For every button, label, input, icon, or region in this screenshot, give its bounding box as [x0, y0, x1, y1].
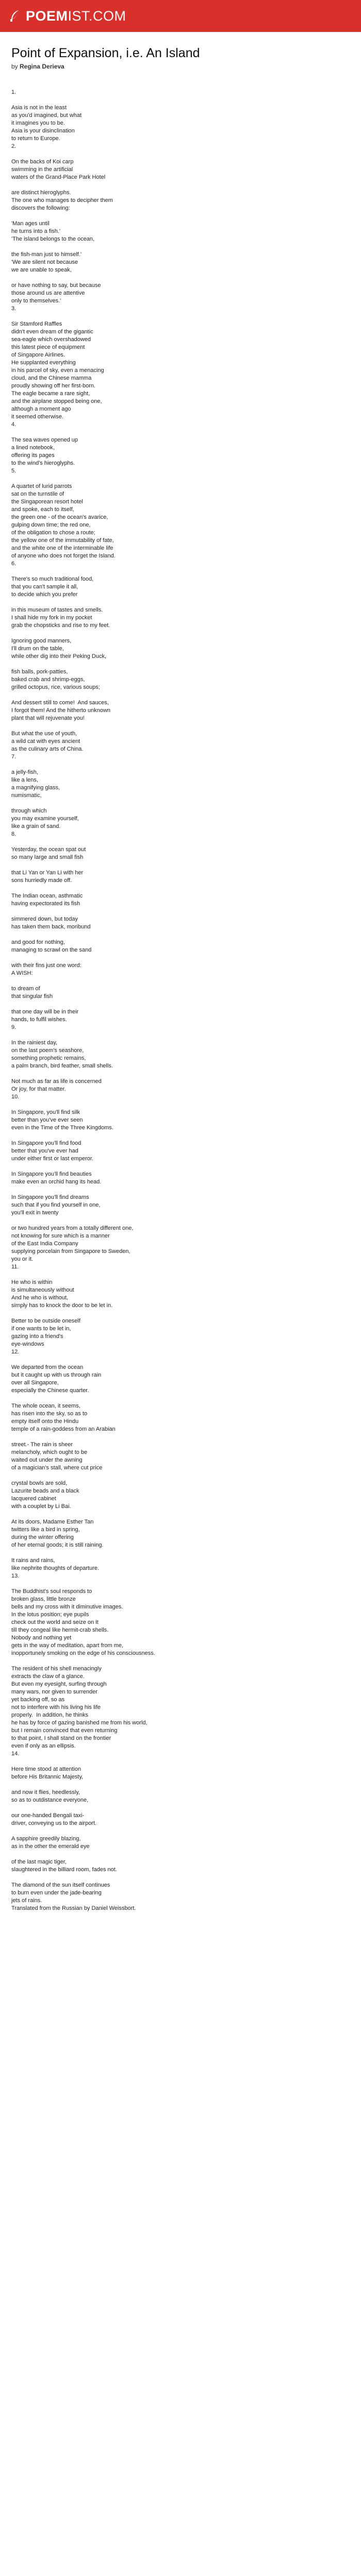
poem-line: In the rainiest day,	[11, 1040, 58, 1046]
poem-line: discovers the following:	[11, 205, 70, 211]
poem-line: crystal bowls are sold,	[11, 1480, 68, 1486]
poem-stanza	[11, 730, 350, 761]
poem-line: to that point, I shall stand on the frontier	[11, 1735, 111, 1741]
poem-stanza	[11, 1518, 350, 1549]
poem-stanza	[11, 869, 350, 885]
poem-line: under either first or last emperor.	[11, 1156, 93, 1162]
poem-line: simmered down, but today	[11, 916, 78, 922]
author-link[interactable]: Regina Derieva	[20, 63, 64, 70]
poem-stanza	[11, 1109, 350, 1132]
poem-line: 14.	[11, 1751, 20, 1757]
poem-stanza	[11, 1225, 350, 1271]
poem-line: before His Britannic Majesty,	[11, 1774, 84, 1780]
poem-line: On the backs of Koi carp	[11, 159, 74, 165]
poem-stanza	[11, 1789, 350, 1804]
poem-line: And he who is without,	[11, 1295, 69, 1301]
poem-line: In Singapore you'll find dreams	[11, 1194, 89, 1200]
poem-line: of her eternal goods; it is still raining.	[11, 1542, 104, 1548]
poem-line: as the culinary arts of China.	[11, 746, 84, 752]
poem-line: 4.	[11, 421, 17, 428]
poem-line: a magnifying glass,	[11, 785, 60, 791]
poem-stanza	[11, 1171, 350, 1186]
poem-line: this latest piece of equipment	[11, 344, 85, 350]
poem-line: till they congeal like hermit-crab shells.	[11, 1627, 109, 1633]
poem-line: The eagle became a rare sight,	[11, 391, 90, 397]
poem-stanza	[11, 251, 350, 274]
poem-line: and the airplane stopped being one,	[11, 398, 102, 404]
poem-line: check out the world and seize on it	[11, 1619, 99, 1625]
quill-icon	[8, 9, 22, 23]
poem-line: The one who manages to decipher them	[11, 197, 113, 204]
poem-line: to return to Europe.	[11, 135, 60, 142]
poem-line: only to themselves.'	[11, 298, 61, 304]
poem-line: a wild cat with eyes ancient	[11, 738, 80, 744]
poem-line: The sea waves opened up	[11, 437, 78, 443]
poem-line: The Indian ocean, asthmatic	[11, 893, 83, 899]
poem-line: In Singapore you'll find food	[11, 1140, 81, 1146]
poem-line: He supplanted everything	[11, 360, 76, 366]
poem-line: And dessert still to come! And sauces,	[11, 700, 109, 706]
poem-line: 3.	[11, 306, 17, 312]
poem-line: a lined notebook,	[11, 445, 55, 451]
poem-line: eye-windows	[11, 1341, 44, 1347]
poem-line: make even an orchid hang its head.	[11, 1179, 102, 1185]
poem-line: to burn even under the jade-bearing	[11, 1890, 102, 1896]
poem-line: even if only as an ellipsis.	[11, 1743, 76, 1749]
poem-stanza	[11, 1279, 350, 1310]
poem-line: Lazurite beads and a black	[11, 1488, 79, 1494]
poem-line: like nephrite thoughts of departure.	[11, 1565, 100, 1571]
poem-line: Ignoring good manners,	[11, 638, 72, 644]
poem-line: 8.	[11, 831, 17, 837]
poem-stanza	[11, 985, 350, 1001]
poem-stanza	[11, 1317, 350, 1356]
poem-stanza	[11, 158, 350, 181]
poem-line: Asia is not in the least	[11, 105, 67, 111]
poem-stanza	[11, 320, 350, 429]
poem-line: and now it flies, heedlessly,	[11, 1789, 80, 1795]
poem-line: the fish-man just to himself.'	[11, 251, 81, 258]
poem-line: hands, to fulfil wishes.	[11, 1016, 67, 1023]
poem-line: temple of a rain-goddess from an Arabian	[11, 1426, 116, 1432]
poem-stanza	[11, 1766, 350, 1781]
poem-line: 6.	[11, 561, 17, 567]
poem-stanza	[11, 939, 350, 954]
poem-stanza	[11, 892, 350, 908]
poem-line: are distinct hieroglyphs.	[11, 190, 71, 196]
poem-line: plant that will rejuvenate you!	[11, 715, 85, 721]
poem-line: swimming in the artificial	[11, 166, 73, 173]
poem-line: A quartet of lurid parrots	[11, 483, 72, 489]
poem-stanza	[11, 606, 350, 630]
poem-line: and spoke, each to itself,	[11, 506, 74, 513]
poem-line: sons hurriedly made off.	[11, 877, 72, 884]
poem-line: managing to scrawl on the sand	[11, 947, 92, 953]
poem-line: 11.	[11, 1264, 19, 1270]
poem-line: But even my eyesight, surfing through	[11, 1681, 107, 1687]
poem-line: A sapphire greedily blazing,	[11, 1836, 81, 1842]
poem-line: driver, conveying us to the airport.	[11, 1820, 97, 1826]
poem-stanza	[11, 189, 350, 212]
poem-line: Nobody and nothing yet	[11, 1635, 72, 1641]
poem-line: of anyone who does not forget the Island.	[11, 553, 116, 559]
poem-stanza	[11, 769, 350, 800]
poem-stanza	[11, 1441, 350, 1472]
poem-line: with their fins just one word:	[11, 962, 81, 969]
poem-line: of the East India Company	[11, 1241, 78, 1247]
poem-stanza	[11, 1588, 350, 1657]
poem-line: but I remain convinced that even returning	[11, 1727, 118, 1734]
poem-line: although a moment ago	[11, 406, 71, 412]
poem-line: 9.	[11, 1024, 17, 1030]
poem-line: to the wind's hieroglyphs.	[11, 460, 75, 466]
poem-stanza	[11, 668, 350, 691]
poem-line: grab the chopsticks and rise to my feet.	[11, 622, 110, 629]
poem-line: gulping down time; the red one,	[11, 522, 91, 528]
poem-line: while other dig into their Peking Duck,	[11, 653, 107, 659]
poem-line: on the last poem's seashore,	[11, 1047, 84, 1054]
poem-line: our one-handed Bengali taxi-	[11, 1812, 85, 1819]
poem-line: but it caught up with us through rain	[11, 1372, 102, 1378]
poem-line: has risen into the sky, so as to	[11, 1411, 88, 1417]
poem-line: as in the other the emerald eye	[11, 1843, 90, 1850]
poem-stanza	[11, 575, 350, 599]
poem-stanza	[11, 1008, 350, 1031]
poem-line: street.- The rain is sheer	[11, 1442, 73, 1448]
poem-line: bells and my cross with it diminutive images.	[11, 1604, 123, 1610]
poem-line: 1.	[11, 89, 17, 95]
site-name: POEMIST.COM	[26, 8, 126, 24]
poem-stanza	[11, 1835, 350, 1851]
poem-line: that singular fish	[11, 993, 53, 999]
poem-line: 5.	[11, 468, 17, 474]
poem-line: In Singapore you'll find beauties	[11, 1171, 92, 1177]
poem-line: The whole ocean, it seems,	[11, 1403, 80, 1409]
poem-body	[11, 89, 350, 1912]
poem-stanza	[11, 1078, 350, 1101]
poem-stanza	[11, 1140, 350, 1163]
poem-line: so as to outdistance everyone,	[11, 1797, 89, 1803]
poem-line: A WISH:	[11, 970, 33, 976]
poem-line: those around us are attentive	[11, 290, 85, 296]
poem-line: waters of the Grand-Place Park Hotel	[11, 174, 106, 180]
poem-line: I shall hide my fork in my pocket	[11, 615, 92, 621]
poem-line: to dream of	[11, 986, 40, 992]
poem-line: It rains and rains,	[11, 1557, 55, 1564]
poem-line: The Buddhist's soul responds to	[11, 1588, 92, 1595]
poem-line: melancholy, which ought to be	[11, 1449, 88, 1455]
poem-stanza	[11, 846, 350, 861]
poem-line: He who is within	[11, 1279, 53, 1285]
poem-line: if one wants to be let in,	[11, 1326, 71, 1332]
poem-line: cloud, and the Chinese mamma	[11, 375, 92, 381]
poem-line: simply has to knock the door to be let in.	[11, 1302, 113, 1309]
poem-line: a palm branch, bird feather, small shells.	[11, 1063, 113, 1069]
poem-line: he turns into a fish.'	[11, 228, 61, 234]
poem-line: it imagines you to be.	[11, 120, 65, 126]
poem-stanza	[11, 220, 350, 243]
poem-line: broken glass, little bronze	[11, 1596, 76, 1602]
poem-line: The diamond of the sun itself continues	[11, 1882, 110, 1888]
poem-line: 12.	[11, 1349, 20, 1355]
poem-line: we are unable to speak,	[11, 267, 72, 273]
poem-line: to decide which you prefer	[11, 591, 78, 598]
poem-line: and the white one of the interminable life	[11, 545, 113, 551]
poem-line: that Li Yan or Yan Li with her	[11, 870, 84, 876]
poem-stanza	[11, 637, 350, 660]
poem-line: better that you've ever had	[11, 1148, 78, 1154]
poem-line: Better to be outside oneself	[11, 1318, 80, 1324]
poem-line: you or it.	[11, 1256, 34, 1262]
poem-line: fish balls, pork-patties,	[11, 669, 68, 675]
poem-line: is simultaneously without	[11, 1287, 74, 1293]
poem-line: sea-eagle which overshadowed	[11, 336, 91, 343]
poem-line: didn't even dream of the gigantic	[11, 329, 93, 335]
poem-line: he has by force of gazing banished me from his world,	[11, 1720, 147, 1726]
poem-line: better than you've ever seen	[11, 1117, 83, 1123]
poem-line: We departed from the ocean	[11, 1364, 84, 1370]
poem-line: properly. In addition, he thinks	[11, 1712, 88, 1718]
poem-line: not to interfere with his living his life	[11, 1704, 101, 1710]
poem-line: grilled octopus, rice, various soups;	[11, 684, 100, 690]
poem-line: having expectorated its fish	[11, 901, 80, 907]
poem-line: that one day will be in their	[11, 1009, 79, 1015]
poem-line: Yesterday, the ocean spat out	[11, 846, 86, 853]
poem-line: Translated from the Russian by Daniel Weissbort.	[11, 1905, 136, 1911]
poem-stanza	[11, 89, 350, 96]
poem-line: numismatic,	[11, 792, 42, 799]
poem-line: of a magician's stall, where cut price	[11, 1465, 103, 1471]
poem-line: in his parcel of sky, even a menacing	[11, 367, 104, 374]
poem-content	[0, 32, 361, 1912]
poem-stanza	[11, 1665, 350, 1758]
poem-stanza	[11, 1882, 350, 1912]
poem-line: yet backing off, so as	[11, 1697, 65, 1703]
poem-stanza	[11, 1480, 350, 1511]
poem-line: 'Man ages until	[11, 221, 50, 227]
poem-stanza	[11, 1858, 350, 1874]
poem-line: like a grain of sand.	[11, 823, 61, 829]
poem-line: something prophetic remains,	[11, 1055, 86, 1061]
poem-line: especially the Chinese quarter.	[11, 1387, 89, 1394]
poem-stanza	[11, 483, 350, 568]
poem-stanza	[11, 916, 350, 931]
poem-line: inopportunely smoking on the edge of his consciousness.	[11, 1650, 155, 1656]
poem-stanza	[11, 962, 350, 977]
poem-line: or two hundred years from a totally different one,	[11, 1225, 134, 1231]
poem-stanza	[11, 282, 350, 313]
poem-line: The resident of his shell menacingly	[11, 1666, 102, 1672]
poem-stanza	[11, 699, 350, 722]
poem-line: of the obligation to chose a route;	[11, 530, 95, 536]
poem-line: so many large and small fish	[11, 854, 84, 860]
poem-line: 13.	[11, 1573, 20, 1579]
poem-line: and good for nothing,	[11, 939, 65, 945]
byline	[11, 63, 350, 70]
poem-line: proudly showing off her first-born.	[11, 383, 96, 389]
poem-line: the green one - of the ocean's avarice,	[11, 514, 108, 520]
poem-line: as you'd imagined, but what	[11, 112, 82, 118]
poem-line: through which	[11, 808, 47, 814]
poem-line: such that if you find yourself in one,	[11, 1202, 101, 1208]
poem-line: But what the use of youth,	[11, 731, 77, 737]
poem-line: 'We are silent not because	[11, 259, 78, 265]
poem-stanza	[11, 1194, 350, 1217]
poem-line: twitters like a bird in spring,	[11, 1527, 80, 1533]
poem-line: offering its pages	[11, 452, 55, 459]
poem-stanza	[11, 436, 350, 475]
poem-line: I forgot them! And the hitherto unknown	[11, 707, 111, 714]
poem-stanza	[11, 1039, 350, 1070]
poem-line: waited out under the awning	[11, 1457, 83, 1463]
poem-line: gazing into a friend's	[11, 1333, 63, 1340]
site-logo[interactable]	[8, 8, 126, 24]
poem-line: the yellow one of the immutability of fate,	[11, 537, 114, 544]
poem-title: Point of Expansion, i.e. An Island	[11, 46, 200, 60]
poem-line: a jelly-fish,	[11, 769, 38, 775]
poem-line: slaughtered in the billiard room, fades not.	[11, 1867, 117, 1873]
poem-line: In the lotus position; eye pupils	[11, 1612, 89, 1618]
poem-line: in this museum of tastes and smells.	[11, 607, 103, 613]
poem-line: Here time stood at attention	[11, 1766, 81, 1772]
poem-line: Not much as far as life is concerned	[11, 1078, 102, 1084]
poem-stanza	[11, 1402, 350, 1433]
poem-line: At its doors, Madame Esther Tan	[11, 1519, 94, 1525]
poem-line: many wars, nor given to surrender	[11, 1689, 97, 1695]
poem-line: sat on the turnstile of	[11, 491, 64, 497]
poem-stanza	[11, 1364, 350, 1395]
poem-line: baked crab and shrimp-eggs,	[11, 676, 85, 683]
poem-stanza	[11, 807, 350, 838]
poem-line: of the last magic tiger,	[11, 1859, 67, 1865]
poem-line: 2.	[11, 143, 17, 149]
poem-line: you may examine yourself,	[11, 816, 79, 822]
poem-line: 10.	[11, 1094, 20, 1100]
poem-line: that you can't sample it all,	[11, 584, 78, 590]
poem-line: not knowing for sure which is a manner	[11, 1233, 110, 1239]
byline-prefix: by	[11, 63, 20, 70]
poem-line: or have nothing to say, but because	[11, 282, 101, 289]
poem-line: during the winter offering	[11, 1534, 74, 1540]
poem-stanza	[11, 1557, 350, 1580]
poem-line: Sir Stamford Raffles	[11, 321, 62, 327]
poem-line: you'll exit in twenty	[11, 1210, 59, 1216]
poem-line: has taken them back, moribund	[11, 924, 91, 930]
poem-line: like a lens,	[11, 777, 38, 783]
poem-line: There's so much traditional food,	[11, 576, 94, 582]
poem-line: In Singapore, you'll find silk	[11, 1109, 80, 1115]
poem-line: it seemed otherwise.	[11, 414, 63, 420]
poem-line: jets of rains.	[11, 1897, 42, 1904]
poem-line: over all Singapore,	[11, 1380, 59, 1386]
poem-line: 'The island belongs to the ocean,	[11, 236, 95, 242]
poem-line: even in the Time of the Three Kingdoms.	[11, 1125, 113, 1131]
header-bar	[0, 0, 361, 32]
poem-line: Or joy, for that matter.	[11, 1086, 66, 1092]
poem-line: 7.	[11, 754, 17, 760]
poem-line: lacquered cabinet	[11, 1496, 56, 1502]
poem-line: the Singaporean resort hotel	[11, 499, 83, 505]
poem-line: gets in the way of meditation, apart from me,	[11, 1642, 124, 1649]
poem-stanza	[11, 1812, 350, 1827]
poem-line: supplying porcelain from Singapore to Sweden,	[11, 1248, 130, 1255]
poem-line: of Singapore Airlines.	[11, 352, 65, 358]
poem-line: I'll drum on the table,	[11, 646, 64, 652]
poem-stanza	[11, 104, 350, 150]
poem-line: with a couplet by Li Bai.	[11, 1503, 71, 1510]
poem-line: empty itself onto the Hindu	[11, 1418, 79, 1425]
poem-line: Asia is your disinclination	[11, 128, 75, 134]
poem-line: extracts the claw of a glance.	[11, 1673, 85, 1680]
